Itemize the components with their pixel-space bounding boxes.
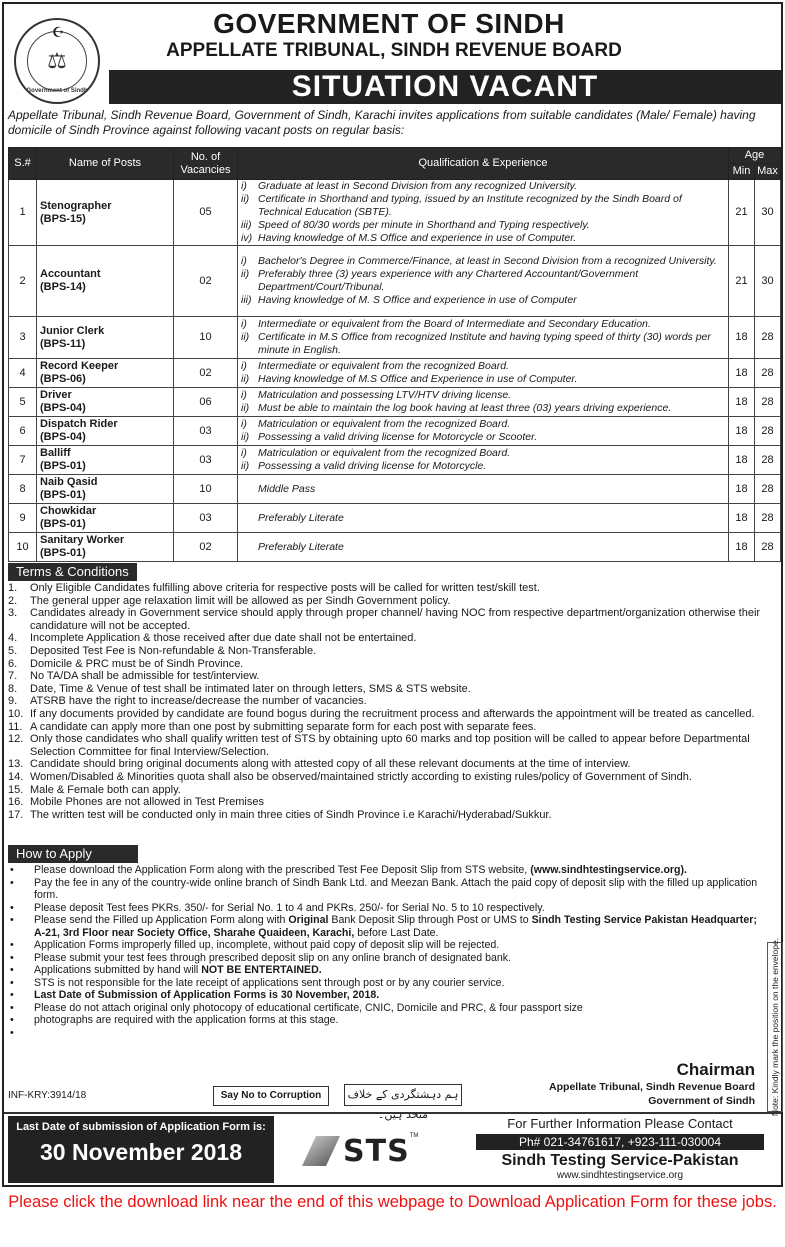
- apply-item: [8, 877, 760, 902]
- table-row: [9, 446, 781, 475]
- header-age-max: Max: [755, 164, 781, 180]
- cell-age-min: 18: [729, 417, 755, 446]
- post-bps: (BPS-01): [40, 489, 86, 501]
- job-advertisement: [2, 2, 783, 1187]
- post-bps: (BPS-11): [40, 337, 86, 350]
- term-text: The general upper age relaxation limit will be allowed as per Sindh Government policy.: [30, 594, 451, 607]
- qualification-number: iii): [241, 294, 252, 306]
- apply-item: [8, 964, 760, 977]
- apply-text: [34, 914, 760, 939]
- apply-item: [8, 977, 760, 990]
- bullet-icon: •: [10, 914, 14, 926]
- cell-vacancies: 02: [174, 359, 238, 388]
- bullet-icon: •: [10, 876, 14, 889]
- term-text: A candidate can apply more than one post by submitting separate form for each post with separate fees.: [30, 720, 537, 733]
- qualification-line: [241, 268, 725, 294]
- qualification-number: [241, 541, 258, 554]
- cell-qualification: [238, 475, 729, 504]
- cell-qualification: [238, 533, 729, 562]
- term-text: Only Eligible Candidates fulfilling above criteria for respective posts will be called for written test/skill test.: [30, 582, 540, 594]
- qualification-line: [241, 483, 725, 496]
- qualification-line: [241, 318, 725, 331]
- cell-sno: 5: [9, 388, 37, 417]
- table-row: [9, 317, 781, 359]
- table-row: [9, 475, 781, 504]
- cell-age-min: 18: [729, 446, 755, 475]
- emblem-caption: Government of Sindh: [26, 88, 88, 94]
- sts-logo-mark-icon: [302, 1136, 340, 1166]
- apply-item: [8, 1027, 760, 1040]
- post-bps: (BPS-06): [40, 373, 86, 385]
- scales-of-justice-icon: ⚖: [27, 31, 87, 91]
- cell-vacancies: 03: [174, 446, 238, 475]
- term-number: 1.: [8, 582, 18, 594]
- post-bps: (BPS-04): [40, 402, 86, 414]
- apply-item: [8, 939, 760, 952]
- apply-item: [8, 902, 760, 915]
- qualification-text: Preferably Literate: [258, 511, 344, 524]
- qualification-text: Matriculation or equivalent from the recognized Board.: [258, 418, 511, 430]
- qualification-number: ii): [241, 268, 250, 280]
- ad-title: GOVERNMENT OF SINDH: [213, 8, 565, 39]
- crescent-star-icon: ☪: [52, 24, 65, 40]
- table-row: [9, 180, 781, 246]
- term-item: [8, 733, 780, 758]
- apply-text: [34, 1002, 583, 1015]
- header-age-min: Min: [729, 164, 755, 180]
- apply-text-plain: Bank Deposit Slip through Post or UMS to: [328, 914, 532, 926]
- cell-age-max: 28: [755, 475, 781, 504]
- sts-website: www.sindhtestingservice.org: [556, 1170, 684, 1181]
- term-item: [8, 632, 780, 645]
- header-qualification: Qualification & Experience: [238, 148, 729, 180]
- apply-text-bold: NOT BE ENTERTAINED.: [201, 964, 322, 976]
- bullet-icon: •: [10, 951, 14, 964]
- cell-vacancies: 10: [174, 317, 238, 359]
- term-text: The written test will be conducted only in main three cities of Sindh Province i.e Karachi/Hyderabad/Sukkur.: [30, 808, 552, 821]
- apply-item: [8, 1014, 760, 1027]
- qualification-text: Certificate in M.S Office from recognized Institute and having typing speed of thirty (30) words per minute in English.: [258, 331, 711, 356]
- qualification-text: Preferably three (3) years experience with any Chartered Accountant/Government Department/Court/Tribunal.: [258, 268, 639, 293]
- cell-sno: 9: [9, 504, 37, 533]
- table-row: [9, 388, 781, 417]
- cell-post: [37, 504, 174, 533]
- sindh-government-emblem: [14, 18, 100, 104]
- term-text: Mobile Phones are not allowed in Test Premises: [30, 796, 264, 809]
- signatory-line-2: Government of Sindh: [648, 1095, 755, 1107]
- term-item: [8, 582, 780, 595]
- apply-item: [8, 864, 760, 877]
- cell-post: [37, 246, 174, 317]
- post-bps: (BPS-01): [40, 518, 86, 530]
- qualification-line: [241, 180, 725, 193]
- qualification-number: ii): [241, 193, 250, 205]
- cell-age-min: 18: [729, 533, 755, 562]
- qualification-text: Preferably Literate: [258, 540, 344, 553]
- cell-sno: 1: [9, 180, 37, 246]
- qualification-line: [241, 541, 725, 554]
- cell-post: [37, 317, 174, 359]
- terms-heading: Terms & Conditions: [8, 563, 137, 581]
- apply-text-bold: Sindh Testing Service Pakistan Headquarter; A-21, 3rd Floor near Society Office, Sharahe Quaideen, Karachi,: [34, 914, 757, 939]
- bullet-icon: •: [10, 864, 14, 876]
- apply-text-bold: (www.sindhtestingservice.org).: [530, 864, 687, 876]
- qualification-text: Possessing a valid driving license for Motorcycle or Scooter.: [258, 431, 538, 443]
- table-row: [9, 533, 781, 562]
- cell-vacancies: 10: [174, 475, 238, 504]
- qualification-number: i): [241, 389, 247, 401]
- header-vacancies: No. of Vacancies: [174, 148, 238, 180]
- apply-text-plain: Please download the Application Form along with the prescribed Test Fee Deposit Slip from STS website,: [34, 864, 531, 876]
- term-text: Candidates already in Government service should apply through proper channel/ having NOC from respective department/organization otherwise their candidature will not be accepted.: [30, 607, 761, 632]
- qualification-number: ii): [241, 331, 250, 343]
- last-date-value: 30 November 2018: [39, 1139, 242, 1165]
- cell-age-min: 21: [729, 246, 755, 317]
- qualification-line: [241, 255, 725, 268]
- cell-qualification: [238, 446, 729, 475]
- term-number: 3.: [8, 607, 18, 620]
- vacancies-table: [8, 147, 781, 562]
- cell-vacancies: 03: [174, 504, 238, 533]
- bullet-icon: •: [10, 939, 14, 951]
- bullet-icon: •: [10, 1026, 14, 1039]
- cell-age-min: 18: [729, 317, 755, 359]
- table-row: [9, 246, 781, 317]
- last-date-box: [8, 1116, 274, 1183]
- qualification-number: ii): [241, 460, 250, 472]
- qualification-number: [241, 512, 258, 525]
- qualification-line: [241, 294, 725, 307]
- post-name: Driver: [40, 389, 72, 401]
- contact-block: [466, 1116, 774, 1181]
- apply-text-plain: before Last Date.: [354, 926, 439, 939]
- qualification-line: [241, 232, 725, 245]
- post-name: Accountant: [40, 268, 101, 280]
- term-number: 8.: [8, 682, 18, 695]
- apply-text: [34, 989, 379, 1002]
- term-number: 7.: [8, 670, 18, 683]
- cell-post: [37, 359, 174, 388]
- qualification-number: iii): [241, 219, 252, 231]
- qualification-line: [241, 373, 725, 386]
- term-number: 13.: [8, 758, 24, 771]
- term-text: Incomplete Application & those received after due date shall not be entertained.: [30, 632, 417, 645]
- terms-list: [8, 582, 780, 821]
- table-row: [9, 359, 781, 388]
- qualification-number: ii): [241, 373, 250, 385]
- qualification-line: [241, 431, 725, 444]
- cell-post: [37, 180, 174, 246]
- post-name: Stenographer: [40, 199, 112, 212]
- cell-vacancies: 03: [174, 417, 238, 446]
- qualification-text: Certificate in Shorthand and typing, issued by an Institute recognized by the Sindh Board of Technical Education (SBTE).: [258, 193, 682, 218]
- post-bps: (BPS-01): [40, 547, 86, 559]
- contact-phone: Ph# 021-34761617, +923-111-030004: [476, 1134, 764, 1150]
- bullet-icon: •: [10, 964, 14, 976]
- cell-vacancies: 05: [174, 180, 238, 246]
- qualification-text: Graduate at least in Second Division from any recognized University.: [258, 180, 578, 192]
- post-name: Record Keeper: [40, 360, 119, 372]
- cell-age-max: 28: [755, 359, 781, 388]
- qualification-text: Intermediate or equivalent from the Board of Intermediate and Secondary Education.: [258, 318, 651, 330]
- urdu-slogan-badge: ہم دہشتگردی کے خلاف متحد ہیں۔: [344, 1084, 462, 1106]
- term-number: 15.: [8, 783, 24, 796]
- cell-post: [37, 417, 174, 446]
- cell-qualification: [238, 388, 729, 417]
- qualification-text: Having knowledge of M.S Office and Experience in use of Computer.: [258, 373, 578, 385]
- apply-text-plain: Please send the Filled up Application Form along with: [34, 914, 289, 926]
- cell-age-max: 28: [755, 317, 781, 359]
- bullet-icon: •: [10, 901, 14, 914]
- post-bps: (BPS-04): [40, 431, 86, 443]
- apply-text-plain: Please submit your test fees through prescribed deposit slip on any online branch of designated bank.: [34, 951, 512, 964]
- sts-logo: [309, 1131, 429, 1171]
- qualification-line: [241, 360, 725, 373]
- cell-sno: 4: [9, 359, 37, 388]
- bullet-icon: •: [10, 989, 14, 1001]
- apply-text: [34, 939, 499, 952]
- qualification-number: [241, 483, 258, 496]
- term-item: [8, 683, 780, 696]
- qualification-line: [241, 389, 725, 402]
- cell-age-min: 18: [729, 388, 755, 417]
- cell-age-max: 28: [755, 446, 781, 475]
- ad-subtitle: APPELLATE TRIBUNAL, SINDH REVENUE BOARD: [166, 40, 622, 61]
- reference-number: INF-KRY:3914/18: [8, 1090, 87, 1101]
- apply-item: [8, 989, 760, 1002]
- bullet-icon: •: [10, 976, 14, 989]
- post-bps: (BPS-15): [40, 212, 86, 225]
- contact-label: For Further Information Please Contact: [507, 1116, 733, 1131]
- term-item: [8, 607, 780, 632]
- cell-qualification: [238, 359, 729, 388]
- qualification-text: Bachelor's Degree in Commerce/Finance, at least in Second Division from a recognized University.: [258, 255, 717, 267]
- term-number: 12.: [8, 733, 24, 746]
- cell-age-min: 18: [729, 359, 755, 388]
- term-item: [8, 721, 780, 734]
- cell-vacancies: 06: [174, 388, 238, 417]
- qualification-text: Having knowledge of M. S Office and experience in use of Computer: [258, 294, 577, 306]
- qualification-number: i): [241, 318, 247, 330]
- cell-vacancies: 02: [174, 533, 238, 562]
- qualification-text: Matriculation or equivalent from the recognized Board.: [258, 447, 511, 459]
- qualification-text: Middle Pass: [258, 482, 316, 495]
- apply-text-plain: Application Forms improperly filled up, incomplete, without paid copy of deposit slip will be rejected.: [34, 939, 500, 951]
- term-item: [8, 670, 780, 683]
- term-number: 17.: [8, 808, 24, 821]
- cell-qualification: [238, 317, 729, 359]
- table-row: [9, 504, 781, 533]
- cell-qualification: [238, 246, 729, 317]
- cell-sno: 8: [9, 475, 37, 504]
- qualification-text: Having knowledge of M.S Office and experience in use of Computer.: [258, 232, 577, 244]
- bullet-icon: •: [10, 1001, 14, 1014]
- cell-qualification: [238, 504, 729, 533]
- apply-text-plain: Pay the fee in any of the country-wide online branch of Sindh Bank Ltd. and Meezan Bank. Attach the paid copy of deposit slip with the filled up application form.: [34, 876, 758, 901]
- post-name: Balliff: [40, 447, 71, 459]
- term-text: Date, Time & Venue of test shall be intimated later on through letters, SMS & STS website.: [30, 682, 471, 695]
- term-number: 4.: [8, 632, 18, 645]
- term-item: [8, 809, 780, 822]
- apply-item: [8, 914, 760, 939]
- header-post: Name of Posts: [37, 148, 174, 180]
- post-bps: (BPS-01): [40, 460, 86, 472]
- term-item: [8, 658, 780, 671]
- header-age: Age: [729, 148, 781, 164]
- term-item: [8, 695, 780, 708]
- cell-age-min: 21: [729, 180, 755, 246]
- cell-age-max: 28: [755, 417, 781, 446]
- apply-text: [34, 1014, 338, 1027]
- post-name: Dispatch Rider: [40, 418, 118, 430]
- qualification-line: [241, 460, 725, 473]
- term-number: 16.: [8, 796, 24, 809]
- signatory-line-1: Appellate Tribunal, Sindh Revenue Board: [549, 1081, 755, 1093]
- apply-text: [34, 877, 760, 902]
- qualification-line: [241, 219, 725, 232]
- signatory-title: Chairman: [676, 1060, 755, 1079]
- cell-age-max: 28: [755, 504, 781, 533]
- qualification-line: [241, 512, 725, 525]
- term-text: Male & Female both can apply.: [30, 783, 181, 796]
- apply-text-plain: Applications submitted by hand will: [34, 964, 202, 976]
- post-name: Junior Clerk: [40, 324, 105, 337]
- qualification-number: ii): [241, 431, 250, 443]
- header-sno: S.#: [9, 148, 37, 180]
- qualification-number: i): [241, 180, 247, 192]
- cell-age-min: 18: [729, 504, 755, 533]
- term-item: [8, 796, 780, 809]
- apply-text-plain: Please deposit Test fees PKRs. 350/- for Serial No. 1 to 4 and PKRs. 250/- for Serial No. 5 to 10 respectively.: [34, 901, 545, 914]
- term-text: Deposited Test Fee is Non-refundable & Non-Transferable.: [30, 644, 317, 657]
- qualification-text: Intermediate or equivalent from the recognized Board.: [258, 360, 509, 372]
- intro-paragraph: Appellate Tribunal, Sindh Revenue Board, Government of Sindh, Karachi invites applications from suitable candidates (Male/ Female) having domicile of Sindh Province against following vacant posts on regular basis:: [8, 108, 756, 137]
- qualification-text: Matriculation and possessing LTV/HTV driving license.: [258, 389, 512, 401]
- bullet-icon: •: [10, 1014, 14, 1026]
- post-name: Chowkidar: [40, 505, 97, 517]
- cell-age-min: 18: [729, 475, 755, 504]
- term-text: If any documents provided by candidate are found bogus during the recruitment process and afterwards the appointment will be treated as cancelled.: [30, 707, 755, 720]
- sts-logo-text: STS: [343, 1133, 410, 1169]
- term-item: [8, 645, 780, 658]
- apply-text-plain: photographs are required with the application forms at this stage.: [34, 1014, 339, 1026]
- sts-organization-name: Sindh Testing Service-Pakistan: [501, 1152, 739, 1169]
- apply-text: [34, 977, 505, 990]
- signatory-organization: [549, 1080, 755, 1108]
- term-item: [8, 771, 780, 784]
- qualification-number: i): [241, 255, 247, 267]
- situation-vacant-banner: SITUATION VACANT: [109, 70, 781, 104]
- qualification-number: i): [241, 360, 247, 372]
- apply-text: [34, 902, 545, 915]
- term-text: No TA/DA shall be admissible for test/interview.: [30, 670, 260, 683]
- qualification-text: Possessing a valid driving license for Motorcycle.: [258, 460, 487, 472]
- download-instruction-message: Please click the download link near the end of this webpage to Download Application Form for these jobs.: [8, 1193, 777, 1211]
- cell-age-max: 28: [755, 533, 781, 562]
- qualification-number: ii): [241, 402, 250, 414]
- cell-age-max: 30: [755, 180, 781, 246]
- say-no-to-corruption-badge: Say No to Corruption: [213, 1086, 329, 1106]
- envelope-note: Note: Kindly mark the position on the envelope.: [770, 937, 780, 1117]
- envelope-note-box: [767, 937, 783, 1117]
- term-item: [8, 784, 780, 797]
- cell-sno: 7: [9, 446, 37, 475]
- term-item: [8, 595, 780, 608]
- term-number: 14.: [8, 770, 24, 783]
- apply-text-plain: STS is not responsible for the late receipt of applications sent through post or by any courier service.: [34, 976, 505, 989]
- qualification-number: iv): [241, 232, 253, 244]
- cell-post: [37, 388, 174, 417]
- cell-qualification: [238, 180, 729, 246]
- trademark-symbol: TM: [409, 1133, 419, 1139]
- apply-text: [34, 864, 687, 877]
- qualification-line: [241, 402, 725, 415]
- table-row: [9, 417, 781, 446]
- cell-sno: 2: [9, 246, 37, 317]
- qualification-line: [241, 331, 725, 357]
- cell-age-max: 28: [755, 388, 781, 417]
- apply-text-plain: Please do not attach original only photocopy of educational certificate, CNIC, Domicile and PRC, & four passport size: [34, 1001, 583, 1014]
- post-name: Naib Qasid: [40, 476, 98, 488]
- qualification-number: i): [241, 418, 247, 430]
- cell-post: [37, 533, 174, 562]
- how-to-apply-list: [8, 864, 760, 1039]
- post-bps: (BPS-14): [40, 281, 86, 293]
- cell-vacancies: 02: [174, 246, 238, 317]
- term-number: 5.: [8, 644, 18, 657]
- term-item: [8, 708, 780, 721]
- apply-text-bold: Last Date of Submission of Application Forms is 30 November, 2018.: [34, 989, 380, 1001]
- cell-sno: 3: [9, 317, 37, 359]
- term-number: 2.: [8, 594, 18, 607]
- apply-text: [34, 964, 322, 977]
- term-text: Only those candidates who shall qualify written test of STS by obtaining upto 60 marks and top position will be called to appear before Departmental Selection Committee for final Interview/Selection.: [30, 733, 750, 758]
- term-text: Domicile & PRC must be of Sindh Province.: [30, 657, 244, 670]
- term-number: 9.: [8, 695, 18, 708]
- term-text: ATSRB have the right to increase/decrease the number of vacancies.: [30, 695, 367, 708]
- post-name: Sanitary Worker: [40, 534, 125, 546]
- qualification-line: [241, 193, 725, 219]
- apply-item: [8, 1002, 760, 1015]
- last-date-label: Last Date of submission of Application Form is:: [16, 1121, 266, 1133]
- cell-sno: 10: [9, 533, 37, 562]
- term-number: 11.: [8, 720, 23, 733]
- qualification-text: Speed of 80/30 words per minute in Shorthand and Typing respectively.: [258, 219, 590, 231]
- term-text: Candidate should bring original documents along with attested copy of all these relevant documents at the time of interview.: [30, 758, 631, 771]
- term-number: 6.: [8, 657, 18, 670]
- term-item: [8, 758, 780, 771]
- how-to-apply-heading: How to Apply: [8, 845, 138, 863]
- apply-text: [34, 952, 511, 965]
- qualification-line: [241, 447, 725, 460]
- term-number: 10.: [8, 707, 24, 720]
- qualification-text: Must be able to maintain the log book having at least three (03) years driving experience.: [258, 402, 672, 414]
- qualification-number: i): [241, 447, 247, 459]
- apply-item: [8, 952, 760, 965]
- cell-sno: 6: [9, 417, 37, 446]
- cell-age-max: 30: [755, 246, 781, 317]
- apply-text-bold: Original: [288, 914, 329, 926]
- vacancies-table-body: [9, 180, 781, 562]
- cell-post: [37, 475, 174, 504]
- term-text: Women/Disabled & Minorities quota shall also be observed/maintained strictly according to existing rules/policy of Government of Sindh.: [30, 770, 692, 783]
- cell-qualification: [238, 417, 729, 446]
- qualification-line: [241, 418, 725, 431]
- footer-divider: [4, 1112, 781, 1114]
- cell-post: [37, 446, 174, 475]
